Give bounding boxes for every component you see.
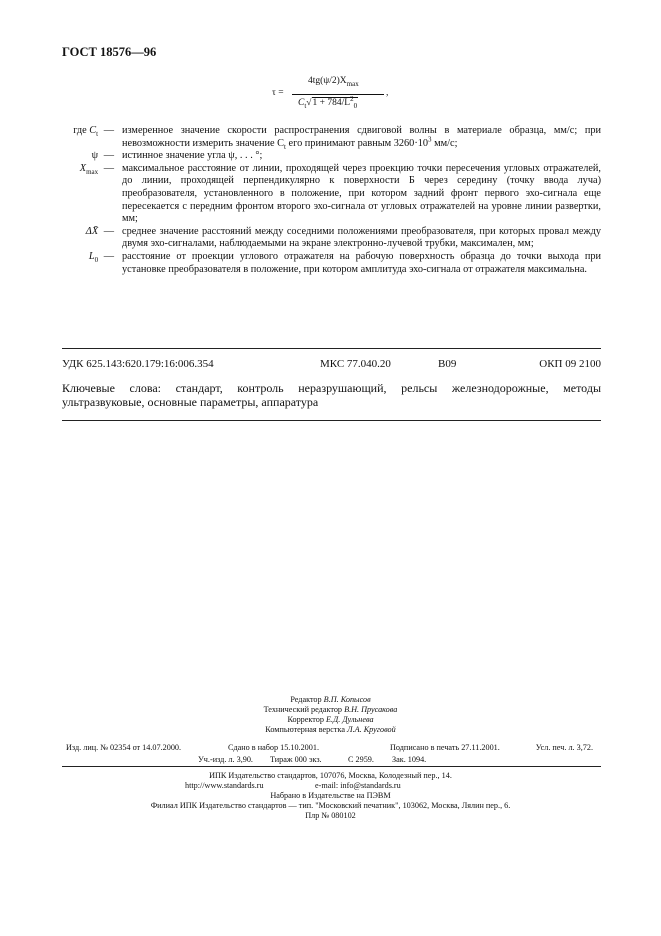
signed-date: Подписано в печать 27.11.2001. [390,743,500,752]
definitions-list [62,125,601,276]
typeset-note: Набрано в Издательстве на ПЭВМ [270,791,391,800]
formula [264,74,404,116]
mks-code: МКС 77.040.20 [320,358,391,370]
staff-tech-editor: Технический редактор В.Н. Прусакова [263,705,398,714]
definition-ct: где $C_t$ — измеренное значение скорости распространения сдвиговой волны в материале образца, мм/с; при невозможности измерить значение $C_t$ его принимают равным $3260\cdot 10^3$ мм/с; [73,125,601,151]
staff-corrector: Корректор Е.Д. Дульнева [287,715,374,724]
definition-delta-x: ΔX̄ — среднее значение расстояний между соседними положениями преобразователя, при которых провал между двумя эхо-сигналами, наблюдаемыми на экране электронно-лучевой трубки, максимален, мм; [85,225,601,250]
category-code: В09 [438,358,457,370]
formula-comma: , [386,88,389,98]
definition-l0: $L_0$ — расстояние от проекции углового отражателя на рабочую поверхность образца до точки выхода при установке преобразователя в положение, при котором амплитуда эхо-сигнала от отражателя максимальна. [88,250,601,275]
udk-code: УДК 625.143:620.179:16:006.354 [62,358,214,370]
formula-numerator: $4tg(\psi/2)X_{max}$ [308,76,359,88]
standard-number: ГОСТ 18576—96 [62,45,157,59]
license-number: Изд. лиц. № 02354 от 14.07.2000. [66,743,182,752]
print-run: Тираж 000 экз. [270,755,322,764]
divider-imprint [62,766,601,767]
staff-layout: Компьютерная верстка Л.А. Круговой [265,725,396,734]
divider-top [62,348,601,349]
sent-date: Сдано в набор 15.10.2001. [228,743,320,752]
definition-xmax: $X_{max}$ — максимальное расстояние от линии, проходящей через проекцию точки пересечения угловых отражателей, до линии, проходящей перпендикулярно к поверхности Б через середину (точку ввода луча) преобразователя, установленного в положение, при котором задний фронт первого эхо-сигнала еще пересекается с передним фронтом второго эхо-сигнала от угловых отражателей на уровне линии развертки, мм; [79,162,601,225]
definition-psi: ψ — истинное значение угла ψ, . . . °; [91,150,263,162]
publisher-web: http://www.standards.ru [185,781,264,790]
fraction-bar [292,94,384,95]
okp-code: ОКП 09 2100 [539,358,601,370]
divider-keywords [62,420,601,421]
pub-sheets: Уч.-изд. л. 3,90. [198,755,253,764]
plr-number: Плр № 080102 [305,811,356,820]
keywords: Ключевые слова: стандарт, контроль неразрушающий, рельсы железнодорожные, методы ультразвуковые, основные параметры, аппаратура [62,381,601,409]
c-code: С 2959. [348,755,374,764]
formula-denominator: $C_t√1 + 784/L^2_0$ [298,94,358,110]
print-sheets: Усл. печ. л. 3,72. [535,743,593,752]
branch-address: Филиал ИПК Издательство стандартов — тип. "Московский печатник", 103062, Москва, Лялин пер., 6. [150,801,511,810]
staff-editor: Редактор В.П. Копысов [290,695,371,704]
formula-lhs: τ = [272,88,284,98]
publisher-email: e-mail: info@standards.ru [315,781,401,790]
publisher-address: ИПК Издательство стандартов, 107076, Москва, Колодезный пер., 14. [209,771,452,780]
order-number: Зак. 1094. [392,755,427,764]
